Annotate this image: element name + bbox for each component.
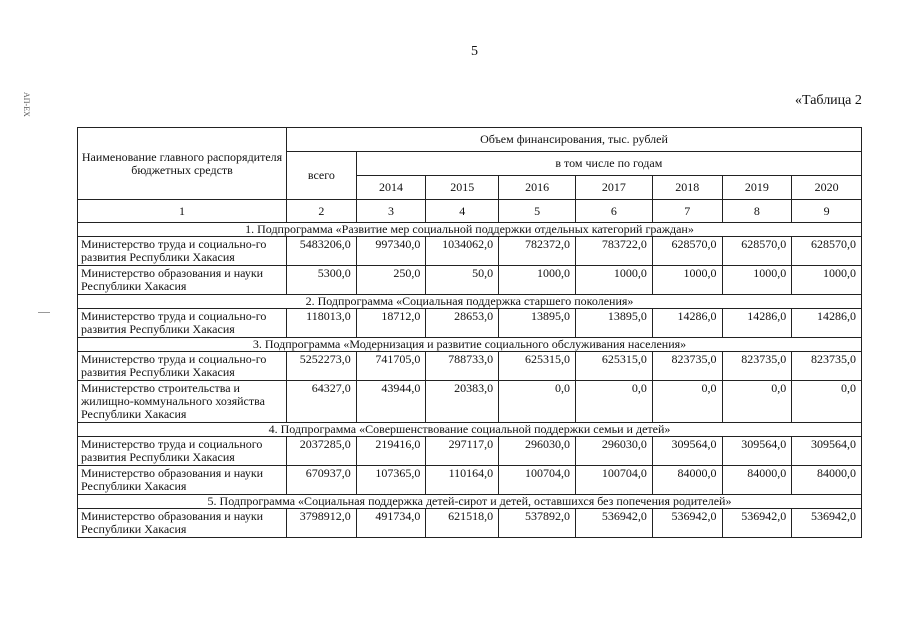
row-value: 1034062,0 bbox=[426, 237, 499, 266]
row-name: Министерство труда и социально-го развития Республики Хакасия bbox=[78, 352, 287, 381]
table-row bbox=[78, 309, 862, 338]
header-year: 2017 bbox=[576, 176, 653, 200]
row-value: 536942,0 bbox=[722, 509, 792, 538]
row-value: 536942,0 bbox=[576, 509, 653, 538]
header-funding: Объем финансирования, тыс. рублей bbox=[287, 128, 862, 152]
row-value: 625315,0 bbox=[499, 352, 576, 381]
side-dash bbox=[38, 312, 50, 313]
row-value: 43944,0 bbox=[356, 381, 426, 423]
row-value: 64327,0 bbox=[287, 381, 357, 423]
row-value: 13895,0 bbox=[576, 309, 653, 338]
row-value: 14286,0 bbox=[652, 309, 722, 338]
row-name: Министерство труда и социального развития Республики Хакасия bbox=[78, 437, 287, 466]
row-value: 0,0 bbox=[576, 381, 653, 423]
row-name: Министерство труда и социально-го развития Республики Хакасия bbox=[78, 309, 287, 338]
row-value: 309564,0 bbox=[652, 437, 722, 466]
row-value: 84000,0 bbox=[722, 466, 792, 495]
side-mark: АП-ЕХ bbox=[22, 92, 31, 117]
header-by-years: в том числе по годам bbox=[356, 152, 861, 176]
subprogram-row bbox=[78, 223, 862, 237]
table-row bbox=[78, 237, 862, 266]
row-value: 107365,0 bbox=[356, 466, 426, 495]
row-value: 782372,0 bbox=[499, 237, 576, 266]
column-index: 7 bbox=[652, 200, 722, 223]
row-value: 309564,0 bbox=[722, 437, 792, 466]
row-value: 297117,0 bbox=[426, 437, 499, 466]
row-value: 628570,0 bbox=[722, 237, 792, 266]
table-row bbox=[78, 509, 862, 538]
column-index: 3 bbox=[356, 200, 426, 223]
row-value: 5252273,0 bbox=[287, 352, 357, 381]
row-value: 628570,0 bbox=[652, 237, 722, 266]
subprogram-row bbox=[78, 295, 862, 309]
funding-table bbox=[77, 127, 862, 538]
header-year: 2020 bbox=[792, 176, 862, 200]
row-value: 0,0 bbox=[722, 381, 792, 423]
row-name: Министерство образования и науки Республики Хакасия bbox=[78, 266, 287, 295]
column-index: 1 bbox=[78, 200, 287, 223]
row-value: 1000,0 bbox=[652, 266, 722, 295]
table-row bbox=[78, 266, 862, 295]
row-name: Министерство строительства и жилищно-коммунального хозяйства Республики Хакасия bbox=[78, 381, 287, 423]
row-value: 250,0 bbox=[356, 266, 426, 295]
subprogram-row bbox=[78, 495, 862, 509]
header-year: 2015 bbox=[426, 176, 499, 200]
row-value: 823735,0 bbox=[652, 352, 722, 381]
column-index: 6 bbox=[576, 200, 653, 223]
column-index: 8 bbox=[722, 200, 792, 223]
row-value: 783722,0 bbox=[576, 237, 653, 266]
header-total: всего bbox=[287, 152, 357, 200]
column-index: 4 bbox=[426, 200, 499, 223]
row-value: 84000,0 bbox=[652, 466, 722, 495]
table-row bbox=[78, 352, 862, 381]
subprogram-title: 2. Подпрограмма «Социальная поддержка старшего поколения» bbox=[78, 295, 862, 309]
row-name: Министерство образования и науки Республики Хакасия bbox=[78, 466, 287, 495]
table-label: «Таблица 2 bbox=[795, 93, 862, 108]
subprogram-title: 4. Подпрограмма «Совершенствование социальной поддержки семьи и детей» bbox=[78, 423, 862, 437]
row-value: 13895,0 bbox=[499, 309, 576, 338]
subprogram-row bbox=[78, 338, 862, 352]
row-value: 2037285,0 bbox=[287, 437, 357, 466]
row-value: 823735,0 bbox=[792, 352, 862, 381]
row-value: 536942,0 bbox=[792, 509, 862, 538]
row-name: Министерство образования и науки Республики Хакасия bbox=[78, 509, 287, 538]
row-value: 296030,0 bbox=[499, 437, 576, 466]
row-value: 628570,0 bbox=[792, 237, 862, 266]
row-value: 1000,0 bbox=[722, 266, 792, 295]
row-value: 741705,0 bbox=[356, 352, 426, 381]
row-value: 14286,0 bbox=[792, 309, 862, 338]
table-row bbox=[78, 466, 862, 495]
row-value: 621518,0 bbox=[426, 509, 499, 538]
row-value: 1000,0 bbox=[792, 266, 862, 295]
row-value: 0,0 bbox=[499, 381, 576, 423]
row-value: 0,0 bbox=[652, 381, 722, 423]
row-value: 219416,0 bbox=[356, 437, 426, 466]
row-value: 823735,0 bbox=[722, 352, 792, 381]
row-value: 18712,0 bbox=[356, 309, 426, 338]
table-row bbox=[78, 437, 862, 466]
header-year: 2018 bbox=[652, 176, 722, 200]
subprogram-title: 5. Подпрограмма «Социальная поддержка детей-сирот и детей, оставшихся без попечения родителей» bbox=[78, 495, 862, 509]
row-value: 1000,0 bbox=[499, 266, 576, 295]
row-value: 997340,0 bbox=[356, 237, 426, 266]
row-value: 3798912,0 bbox=[287, 509, 357, 538]
row-value: 118013,0 bbox=[287, 309, 357, 338]
column-index: 5 bbox=[499, 200, 576, 223]
row-value: 296030,0 bbox=[576, 437, 653, 466]
column-index: 2 bbox=[287, 200, 357, 223]
row-value: 491734,0 bbox=[356, 509, 426, 538]
header-year: 2019 bbox=[722, 176, 792, 200]
row-value: 100704,0 bbox=[576, 466, 653, 495]
row-value: 50,0 bbox=[426, 266, 499, 295]
header-name-col: Наименование главного распорядителя бюджетных средств bbox=[78, 128, 287, 200]
table-row bbox=[78, 381, 862, 423]
subprogram-title: 1. Подпрограмма «Развитие мер социальной поддержки отдельных категорий граждан» bbox=[78, 223, 862, 237]
page-number: 5 bbox=[471, 44, 478, 59]
row-value: 625315,0 bbox=[576, 352, 653, 381]
row-value: 536942,0 bbox=[652, 509, 722, 538]
row-value: 5483206,0 bbox=[287, 237, 357, 266]
column-index: 9 bbox=[792, 200, 862, 223]
row-value: 1000,0 bbox=[576, 266, 653, 295]
row-name: Министерство труда и социально-го развития Республики Хакасия bbox=[78, 237, 287, 266]
row-value: 537892,0 bbox=[499, 509, 576, 538]
header-year: 2016 bbox=[499, 176, 576, 200]
row-value: 20383,0 bbox=[426, 381, 499, 423]
row-value: 100704,0 bbox=[499, 466, 576, 495]
header-year: 2014 bbox=[356, 176, 426, 200]
row-value: 788733,0 bbox=[426, 352, 499, 381]
row-value: 110164,0 bbox=[426, 466, 499, 495]
row-value: 309564,0 bbox=[792, 437, 862, 466]
subprogram-title: 3. Подпрограмма «Модернизация и развитие социального обслуживания населения» bbox=[78, 338, 862, 352]
row-value: 5300,0 bbox=[287, 266, 357, 295]
row-value: 0,0 bbox=[792, 381, 862, 423]
row-value: 670937,0 bbox=[287, 466, 357, 495]
row-value: 84000,0 bbox=[792, 466, 862, 495]
row-value: 28653,0 bbox=[426, 309, 499, 338]
subprogram-row bbox=[78, 423, 862, 437]
row-value: 14286,0 bbox=[722, 309, 792, 338]
